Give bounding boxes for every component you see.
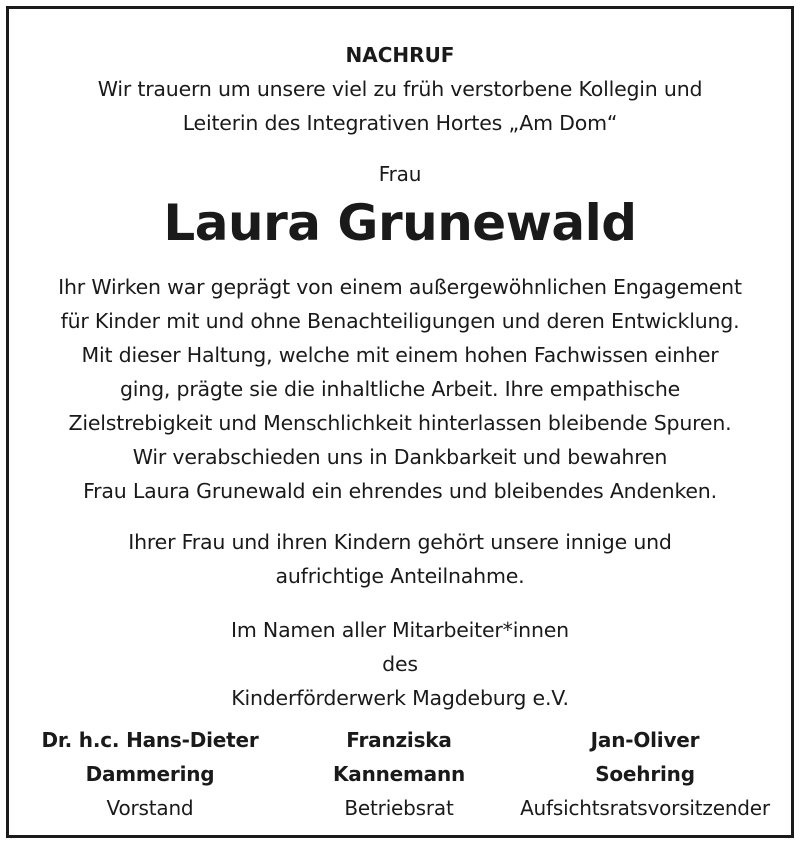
organization-name: Kinderförderwerk Magdeburg e.V. bbox=[231, 686, 569, 710]
obituary-content bbox=[9, 9, 791, 835]
body-line-3: Mit dieser Haltung, welche mit einem hohen Fachwissen einher bbox=[81, 343, 719, 367]
signatory-name-line-1: Dr. h.c. Hans-Dieter bbox=[41, 728, 259, 752]
obituary-notice bbox=[6, 6, 794, 838]
condolence-line-1: Ihrer Frau und ihren Kindern gehört unsere innige und bbox=[128, 530, 672, 554]
deceased-name: Laura Grunewald bbox=[163, 194, 637, 252]
signatory-name-line-2: Kannemann bbox=[332, 762, 466, 786]
signatory-role: Betriebsrat bbox=[344, 796, 454, 820]
body-line-2: für Kinder mit und ohne Benachteiligungen und deren Entwicklung. bbox=[60, 309, 740, 333]
signatory-3 bbox=[495, 723, 795, 825]
signatory-role: Aufsichtsratsvorsitzender bbox=[520, 796, 770, 820]
signatory-2 bbox=[274, 723, 524, 825]
on-behalf-line-2: des bbox=[382, 652, 418, 676]
body-line-7: Frau Laura Grunewald ein ehrendes und bleibendes Andenken. bbox=[83, 479, 717, 503]
signatory-name-line-2: Dammering bbox=[85, 762, 215, 786]
signatory-1 bbox=[19, 723, 281, 825]
salutation: Frau bbox=[378, 162, 422, 186]
signatory-name-line-1: Jan-Oliver bbox=[590, 728, 700, 752]
signatory-name-line-2: Soehring bbox=[595, 762, 695, 786]
intro-line-2: Leiterin des Integrativen Hortes „Am Dom“ bbox=[182, 111, 618, 135]
notice-heading: NACHRUF bbox=[345, 43, 455, 67]
signatory-role: Vorstand bbox=[106, 796, 194, 820]
body-line-6: Wir verabschieden uns in Dankbarkeit und bewahren bbox=[132, 445, 668, 469]
body-line-5: Zielstrebigkeit und Menschlichkeit hinterlassen bleibende Spuren. bbox=[68, 411, 732, 435]
intro-line-1: Wir trauern um unsere viel zu früh verstorbene Kollegin und bbox=[97, 77, 703, 101]
on-behalf-line-1: Im Namen aller Mitarbeiter*innen bbox=[231, 618, 569, 642]
signatory-name-line-1: Franziska bbox=[346, 728, 452, 752]
body-line-4: ging, prägte sie die inhaltliche Arbeit. Ihre empathische bbox=[119, 377, 681, 401]
condolence-line-2: aufrichtige Anteilnahme. bbox=[275, 564, 525, 588]
body-line-1: Ihr Wirken war geprägt von einem außergewöhnlichen Engagement bbox=[58, 275, 742, 299]
